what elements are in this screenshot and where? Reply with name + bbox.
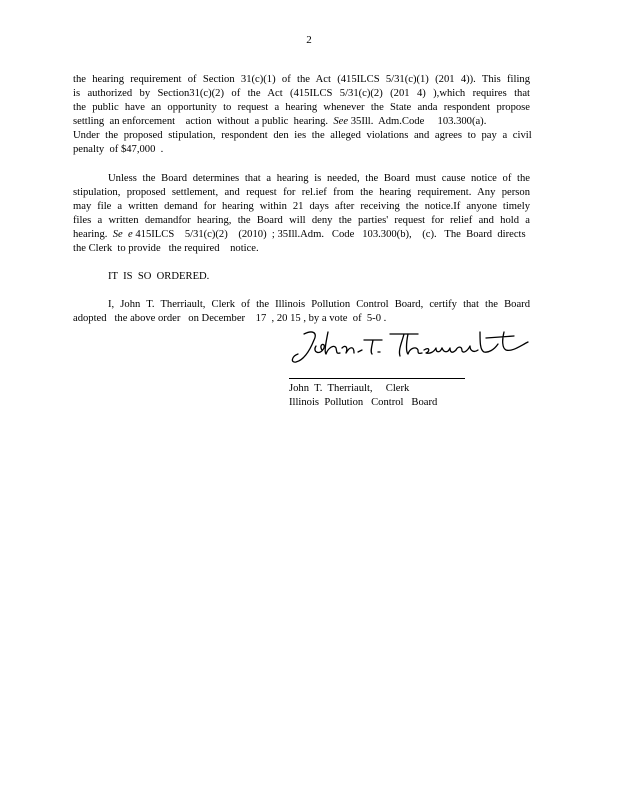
see-signal: Se e [112,229,133,240]
order-statement: IT IS SO ORDERED. [108,271,210,282]
paragraph2-line-6: the Clerk to provide the required notice. [73,243,259,254]
paragraph1-line-1: the hearing requirement of Section 31(c)(1) of the Act (415ILCS 5/31(c)(1) (201 4)). This filing [73,74,530,85]
paragraph1-line-4-text: settling an enforcement action without a public hearing. [73,116,329,127]
paragraph1-line-6: penalty of $47,000 . [73,144,164,155]
paragraph2-line-3: may file a written demand for hearing within 21 days after receiving the notice.If anyone timely [73,201,530,212]
paragraph1-line-2: is authorized by Section31(c)(2) of the Act (415ILCS 5/31(c)(2) (201 4) ),which requires that [73,88,530,99]
paragraph2-line-4: files a written demandfor hearing, the Board will deny the parties' request for relief and hold a [73,215,530,226]
paragraph2-line-5 [73,228,526,241]
paragraph2-line-5-text: hearing. [73,229,108,240]
paragraph2-line-2: stipulation, proposed settlement, and request for rel.ief from the hearing requirement. Any person [73,187,530,198]
citation-415-ilcs: 415ILCS 5/31(c)(2) (2010) ; 35Ill.Adm. Code 103.300(b), (c). The Board directs [135,229,526,240]
paragraph2-line-1: Unless the Board determines that a hearing is needed, the Board must cause notice of the [108,173,530,184]
signatory-organization: Illinois Pollution Control Board [289,397,438,408]
certification-line-2: adopted the above order on December 17 , 20 15 , by a vote of 5-0 . [73,313,387,324]
paragraph1-line-5: Under the proposed stipulation, respondent den ies the alleged violations and agrees to pay a civil [73,130,532,141]
page-number: 2 [306,34,312,46]
paragraph1-line-4 [73,115,486,128]
signature-line [289,378,465,379]
see-signal: See [333,116,349,127]
certification-line-1: I, John T. Therriault, Clerk of the Illinois Pollution Control Board, certify that the Board [108,299,530,310]
paragraph1-line-3: the public have an opportunity to request a hearing whenever the State anda respondent propose [73,102,530,113]
handwritten-signature [290,326,530,368]
citation-35-iac: 35Ill. Adm.Code 103.300(a). [350,116,487,127]
signatory-name: John T. Therriault, Clerk [289,383,410,394]
